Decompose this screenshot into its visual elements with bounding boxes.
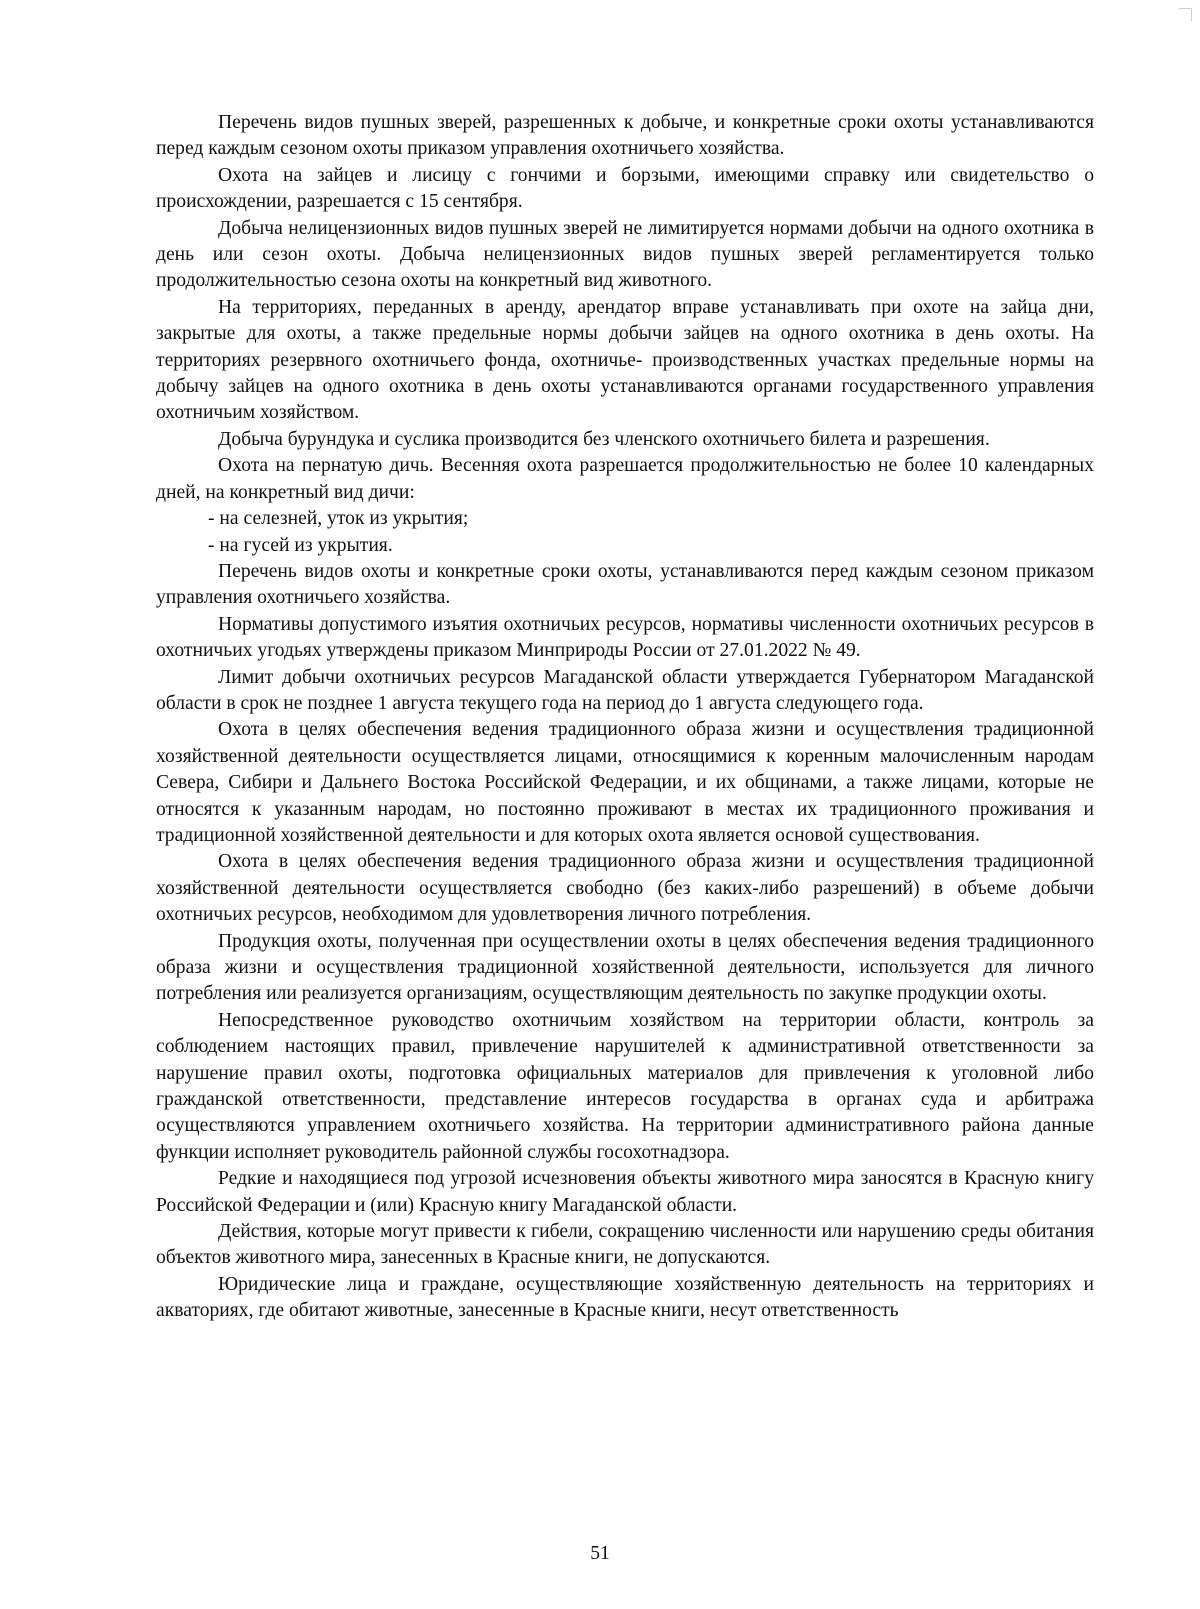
- scan-corner-mark: [1179, 8, 1192, 21]
- paragraph-fur-species-list: Перечень видов пушных зверей, разрешенных к добыче, и конкретные сроки охоты устанавливаются перед каждым сезоном охоты приказом управления охотничьего хозяйства.: [156, 112, 1094, 160]
- paragraph-prohibited-actions: Действия, которые могут привести к гибели, сокращению численности или нарушению среды обитания объектов животного мира, занесенных в Красные книги, не допускаются.: [156, 1221, 1094, 1269]
- paragraph-feathered-game: Охота на пернатую дичь. Весенняя охота разрешается продолжительностью не более 10 календарных дней, на конкретный вид дичи:: [156, 455, 1094, 503]
- paragraph-hunting-types-list: Перечень видов охоты и конкретные сроки охоты, устанавливаются перед каждым сезоном приказом управления охотничьего хозяйства.: [156, 560, 1094, 609]
- paragraph-traditional-free-hunting: Охота в целях обеспечения ведения традиционного образа жизни и осуществления традиционной хозяйственной деятельности осуществляется свободно (без каких-либо разрешений) в объеме добычи охотничьих ресурсов, необходимом для удовлетворения личного потребления.: [156, 851, 1094, 926]
- paragraph-red-book-species: Редкие и находящиеся под угрозой исчезновения объекты животного мира заносятся в Красную книгу Российской Федерации и (или) Красную книгу Магаданской области.: [156, 1168, 1094, 1216]
- document-body: [156, 110, 1094, 1325]
- list-item-geese: - на гусей из укрытия.: [208, 534, 393, 556]
- paragraph-chipmunk-gopher: Добыча бурундука и суслика производится без членского охотничьего билета и разрешения.: [218, 428, 990, 450]
- paragraph-unlicensed-fur-species: Добыча нелицензионных видов пушных зверей не лимитируется нормами добычи на одного охотника в день или сезон охоты. Добыча нелицензионных видов пушных зверей регламентируется только продолжительностью сезона охоты на конкретный вид животного.: [156, 217, 1094, 292]
- paragraph-traditional-lifestyle-hunting: Охота в целях обеспечения ведения традиционного образа жизни и осуществления традиционной хозяйственной деятельности осуществляется лицами, относящимися к коренным малочисленным народам Севера, Сибири и Дальнего Востока Российской Федерации, и их общинами, а также лицами, которые не относятся к указанным народам, но постоянно проживают в местах их традиционного проживания и традиционной хозяйственной деятельности и для которых охота является основой существования.: [156, 719, 1094, 846]
- paragraph-legal-responsibility: Юридические лица и граждане, осуществляющие хозяйственную деятельность на территориях и акваториях, где обитают животные, занесенные в Красные книги, несут ответственность: [156, 1273, 1094, 1322]
- paragraph-resource-limit: Лимит добычи охотничьих ресурсов Магаданской области утверждается Губернатором Магаданской области в срок не позднее 1 августа текущего года на период до 1 августа следующего года.: [156, 666, 1094, 714]
- paragraph-hare-fox-hounds: Охота на зайцев и лисицу с гончими и борзыми, имеющими справку или свидетельство о происхождении, разрешается с 15 сентября.: [156, 164, 1094, 213]
- paragraph-withdrawal-norms: Нормативы допустимого изъятия охотничьих ресурсов, нормативы численности охотничьих ресурсов в охотничьих угодьях утверждены приказом Минприроды России от 27.01.2022 № 49.: [156, 613, 1094, 662]
- paragraph-direct-management: Непосредственное руководство охотничьим хозяйством на территории области, контроль за соблюдением настоящих правил, привлечение нарушителей к административной ответственности за нарушение правил охоты, подготовка официальных материалов для привлечения к уголовной либо гражданской ответственности, представление интересов государства в органах суда и арбитража осуществляются управлением охотничьего хозяйства. На территории административного района данные функции исполняет руководитель районной службы госохотнадзора.: [156, 1009, 1094, 1163]
- list-item-drakes-ducks: - на селезней, уток из укрытия;: [208, 508, 469, 530]
- paragraph-leased-territories: На территориях, переданных в аренду, арендатор вправе устанавливать при охоте на зайца дни, закрытые для охоты, а также предельные нормы добычи зайцев на одного охотника в день охоты. На территориях резервного охотничьего фонда, охотничье- производственных участках предельные нормы на добычу зайцев на одного охотника в день охоты устанавливаются органами государственного управления охотничьим хозяйством.: [156, 296, 1094, 424]
- paragraph-hunting-products: Продукция охоты, полученная при осуществлении охоты в целях обеспечения ведения традиционного образа жизни и осуществления традиционной хозяйственной деятельности, используется для личного потребления или реализуется организациям, осуществляющим деятельность по закупке продукции охоты.: [156, 930, 1094, 1005]
- page-number: 51: [590, 1543, 610, 1564]
